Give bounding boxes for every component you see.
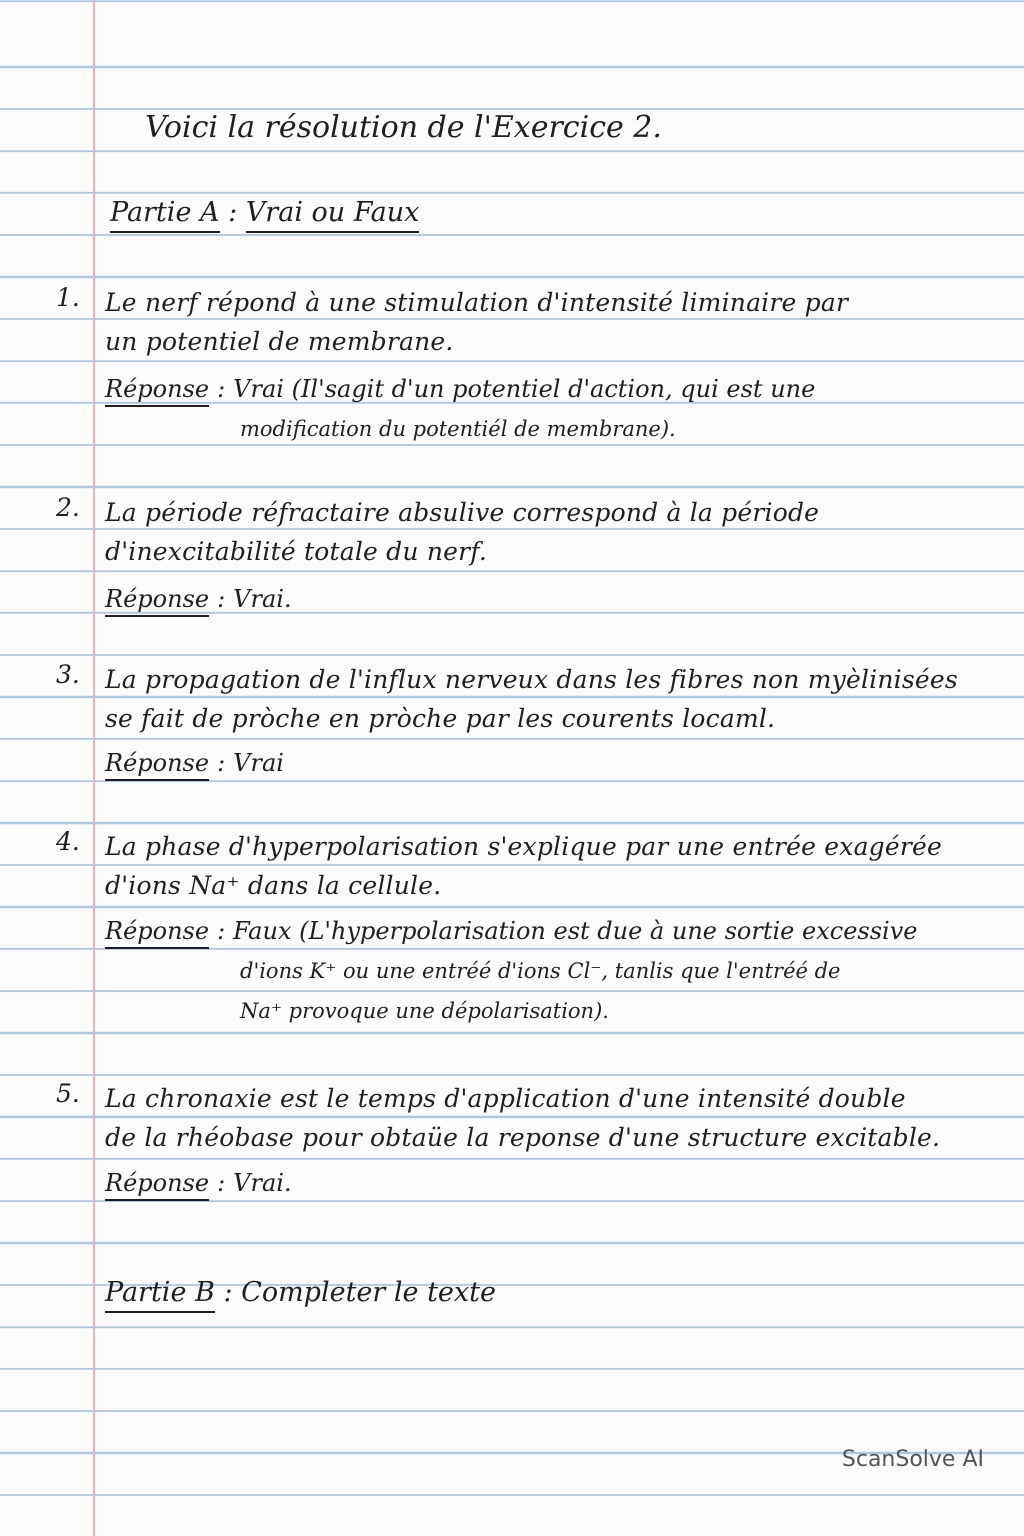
question-number: 2. — [56, 493, 80, 522]
statement-line: d'inexcitabilité totale du nerf. — [105, 537, 487, 566]
section-a-title — [110, 197, 419, 228]
statement-line: La phase d'hyperpolarisation s'explique par une entrée exagérée — [105, 832, 943, 861]
statement-line: de la rhéobase pour obtaüe la reponse d'une structure excitable. — [105, 1123, 941, 1152]
section-a-label: Partie A — [110, 197, 220, 233]
answer-line: d'ions K⁺ ou une entréé d'ions Cl⁻, tanlis que l'entréé de — [240, 959, 841, 983]
page-heading: Voici la résolution de l'Exercice 2. — [145, 110, 662, 145]
section-b-separator: : — [223, 1277, 233, 1308]
answer-label: Réponse — [105, 1169, 209, 1201]
answer-separator: : — [217, 375, 226, 403]
answer-label: Réponse — [105, 749, 209, 781]
statement-line: La période réfractaire absulive correspond à la période — [105, 498, 820, 527]
answer-separator: : — [217, 917, 226, 945]
section-b-subtitle: Completer le texte — [241, 1277, 496, 1308]
answer-block — [105, 579, 975, 619]
answer-separator: : — [217, 585, 226, 613]
answer-separator: : — [217, 749, 226, 777]
answer-separator: : — [217, 1169, 226, 1197]
answer-line: Na⁺ provoque une dépolarisation). — [240, 999, 609, 1023]
question-statement — [105, 493, 975, 571]
section-a-subtitle: Vrai ou Faux — [246, 197, 420, 233]
answer-line: Vrai (Il'sagit d'un potentiel d'action, qui est une — [233, 375, 816, 403]
question-number: 3. — [56, 660, 80, 689]
answer-label: Réponse — [105, 585, 209, 617]
question-number: 1. — [56, 283, 80, 312]
answer-block — [105, 743, 975, 783]
question-statement — [105, 827, 975, 905]
section-b-label: Partie B — [105, 1277, 215, 1313]
question-statement — [105, 283, 975, 361]
answer-line: modification du potentiél de membrane). — [240, 417, 676, 441]
answer-line: Vrai. — [233, 585, 292, 613]
answer-line: Faux (L'hyperpolarisation est due à une sortie excessive — [233, 917, 918, 945]
answer-line: Vrai — [233, 749, 284, 777]
section-b-title — [105, 1277, 496, 1308]
statement-line: d'ions Na⁺ dans la cellule. — [105, 871, 442, 900]
answer-block — [105, 369, 975, 449]
statement-line: se fait de pròche en pròche par les courents locaml. — [105, 704, 776, 733]
question-number: 5. — [56, 1079, 80, 1108]
question-number: 4. — [56, 827, 80, 856]
statement-line: La chronaxie est le temps d'application d'une intensité double — [105, 1084, 906, 1113]
watermark: ScanSolve AI — [841, 1447, 984, 1472]
statement-line: un potentiel de membrane. — [105, 327, 454, 356]
answer-block — [105, 1163, 975, 1203]
answer-line: Vrai. — [233, 1169, 292, 1197]
question-statement — [105, 1079, 975, 1157]
statement-line: La propagation de l'influx nerveux dans les fibres non myèlinisées — [105, 665, 958, 694]
question-statement — [105, 660, 975, 738]
notebook-margin-line — [93, 0, 95, 1536]
section-a-separator: : — [228, 197, 238, 228]
answer-label: Réponse — [105, 917, 209, 949]
answer-block — [105, 911, 975, 1031]
answer-label: Réponse — [105, 375, 209, 407]
statement-line: Le nerf répond à une stimulation d'intensité liminaire par — [105, 288, 849, 317]
